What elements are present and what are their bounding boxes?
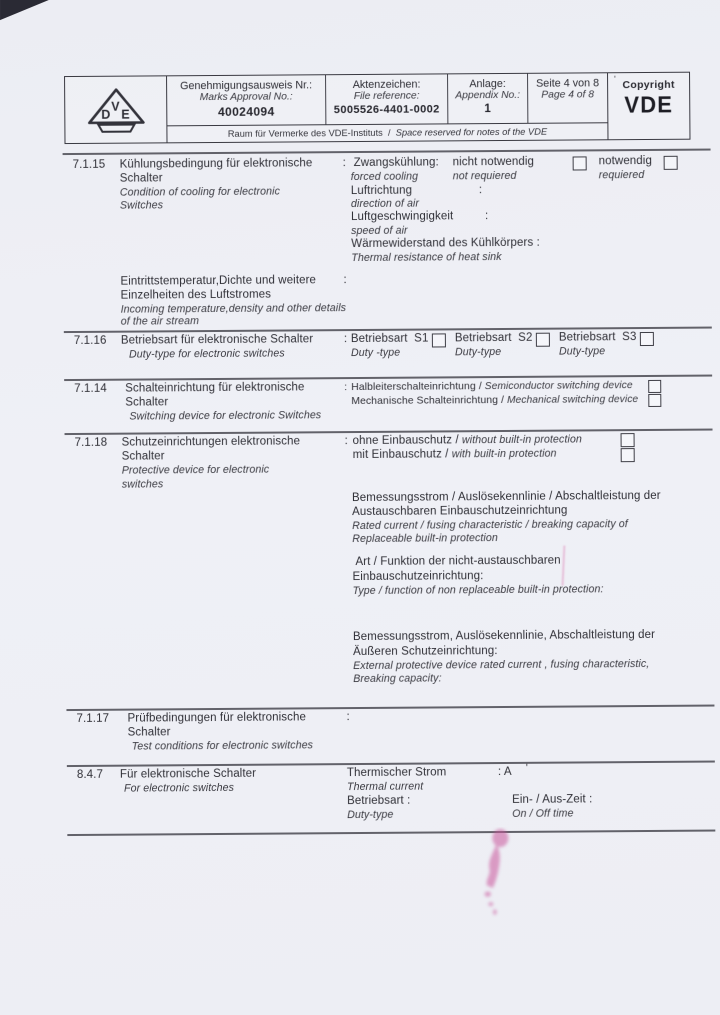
- logo-letter-d: D: [100, 107, 110, 122]
- inlet-temp-label-de: Einzelheiten des Luftstromes: [120, 288, 272, 302]
- ink-smudge: [472, 827, 543, 937]
- header-main-row: [167, 73, 607, 125]
- forced-cooling-label-de: Zwangskühlung:: [353, 156, 439, 170]
- section-title-de: Schalter: [125, 396, 169, 409]
- approval-label-en: Marks Approval No.:: [199, 91, 293, 104]
- without-protection-label-en: without built-in protection: [461, 433, 582, 447]
- appendix-label-de: Anlage:: [469, 77, 506, 91]
- separator-slash: /: [475, 381, 485, 393]
- section-title-de: Betriebsart für elektronische Schalter: [120, 333, 314, 347]
- header-table: [64, 72, 690, 144]
- section-number: 7.1.17: [76, 712, 110, 725]
- notes-separator: /: [382, 127, 396, 138]
- page-number-cell: [528, 73, 607, 123]
- section-title-de: Für elektronische Schalter: [119, 767, 257, 781]
- section-title-de: Schalter: [121, 450, 165, 463]
- on-off-time-label-de: Ein- / Aus-Zeit :: [512, 793, 593, 806]
- logo-letter-v: V: [110, 99, 120, 114]
- with-protection-label-de: mit Einbauschutz: [352, 448, 442, 462]
- inlet-temp-label-en: Incoming temperature,density and other details: [120, 302, 347, 316]
- vde-wordmark: VDE: [624, 91, 674, 118]
- header-middle: [167, 73, 608, 142]
- section-number: 7.1.14: [74, 382, 107, 395]
- duty-s2-checkbox[interactable]: [536, 333, 550, 347]
- copyright-label: Copyright: [622, 78, 675, 92]
- air-speed-label-en: speed of air: [351, 224, 408, 238]
- vde-logo-cell: [65, 76, 167, 143]
- rated-current-replaceable-en: Replaceable built-in protection: [352, 532, 498, 546]
- thermal-current-label-en: Thermal current: [346, 780, 424, 794]
- duty-s1-label-en: Duty -type: [350, 346, 401, 360]
- external-protection-de: Bemessungsstrom, Auslösekennlinie, Abschaltleistung der: [352, 628, 656, 644]
- duty-s2-label-en: Duty-type: [454, 346, 502, 359]
- section-divider: [63, 149, 711, 156]
- forced-cooling-label-en: forced cooling: [350, 170, 419, 184]
- notes-label-de: Raum für Vermerke des VDE-Instituts: [227, 127, 383, 139]
- approval-number-value: 40024094: [217, 104, 275, 119]
- on-off-time-label-en: On / Off time: [512, 807, 574, 820]
- duty-s3-checkbox[interactable]: [640, 332, 654, 346]
- field-colon: :: [344, 435, 348, 448]
- stray-mark: ': [614, 74, 616, 85]
- section-title-de: Prüfbedingungen für elektronische: [127, 711, 307, 725]
- file-reference-value: 5005526-4401-0002: [333, 103, 440, 117]
- field-colon: :: [343, 274, 347, 287]
- rated-current-replaceable-en: Rated current / fusing characteristic / breaking capacity of: [352, 518, 628, 533]
- stray-mark: ': [525, 762, 528, 774]
- duty-type-label-de: Betriebsart :: [347, 794, 411, 808]
- page-number-de: Seite 4 von 8: [536, 77, 600, 90]
- section-title-en: Test conditions for electronic switches: [131, 739, 314, 753]
- not-required-checkbox[interactable]: [573, 156, 587, 170]
- section-number: 7.1.18: [74, 436, 108, 449]
- field-colon: :: [484, 210, 489, 223]
- external-protection-de: Äußeren Schutzeinrichtung:: [353, 645, 498, 659]
- section-number: 7.1.16: [73, 334, 107, 347]
- section-number: 8.4.7: [76, 768, 104, 781]
- without-protection-checkbox[interactable]: [621, 433, 635, 447]
- rated-current-replaceable-de: Austauschbaren Einbauschutzeinrichtung: [352, 504, 568, 519]
- separator-slash: /: [498, 394, 508, 407]
- without-protection-row: [353, 433, 582, 447]
- section-divider: [67, 830, 715, 837]
- semiconductor-label-en: Semiconductor switching device: [484, 380, 633, 393]
- notes-reserved-row: [167, 122, 607, 142]
- thermal-resistance-label-en: Thermal resistance of heat sink: [351, 251, 502, 265]
- not-required-label-de: nicht notwendig: [452, 155, 535, 169]
- vde-triangle-logo-icon: [84, 85, 148, 133]
- section-title-en: Protective device for electronic: [121, 463, 270, 477]
- page-number-en: Page 4 of 8: [541, 89, 595, 101]
- logo-letter-e: E: [120, 107, 130, 122]
- required-checkbox[interactable]: [664, 156, 678, 170]
- section-title-en: Switching device for electronic Switches: [129, 409, 322, 423]
- external-protection-en: External protective device rated current , fusing characteristic,: [353, 657, 650, 673]
- separator-slash: /: [452, 434, 463, 447]
- mechanical-label-en: Mechanical switching device: [506, 394, 639, 406]
- duty-s1-checkbox[interactable]: [432, 333, 446, 347]
- non-replaceable-type-en: Type / function of non replaceable built-in protection:: [352, 583, 604, 598]
- non-replaceable-type-de: Einbauschutzeinrichtung:: [352, 570, 484, 584]
- air-speed-label-de: Luftgeschwingigkeit: [350, 210, 454, 224]
- ink-streak: [562, 546, 566, 586]
- semiconductor-checkbox[interactable]: [648, 380, 661, 393]
- semiconductor-label-de: Halbleiterschalteinrichtung: [351, 381, 476, 394]
- with-protection-label-en: with built-in protection: [451, 447, 557, 461]
- section-title-en: switches: [121, 478, 164, 491]
- thermal-current-label-de: Thermischer Strom: [346, 766, 447, 780]
- section-divider: [66, 705, 714, 712]
- field-colon: :: [478, 184, 483, 197]
- with-protection-row: [353, 448, 557, 461]
- field-colon: :: [346, 711, 350, 724]
- section-title-en: Condition of cooling for electronic: [119, 185, 281, 199]
- section-title-de: Schalter: [119, 172, 163, 185]
- section-title-en: Switches: [119, 199, 164, 212]
- without-protection-label-de: ohne Einbauschutz: [352, 434, 453, 448]
- not-required-label-en: not requiered: [452, 169, 517, 183]
- file-label-de: Aktenzeichen:: [352, 78, 421, 92]
- appendix-value: 1: [484, 103, 492, 116]
- notes-label-en: Space reserved for notes of the VDE: [395, 126, 548, 138]
- field-colon: :: [343, 333, 348, 346]
- duty-s3-label-en: Duty-type: [558, 345, 606, 358]
- rated-current-replaceable-de: Bemessungsstrom / Auslösekennlinie / Abschaltleistung der: [351, 489, 661, 505]
- file-reference-cell: [326, 74, 448, 124]
- required-label-de: notwendig: [598, 154, 653, 168]
- mechanical-checkbox[interactable]: [648, 394, 661, 407]
- appendix-cell: [448, 74, 528, 124]
- duty-s1-label-de: Betriebsart S1: [350, 332, 429, 346]
- field-colon: :: [344, 382, 348, 394]
- with-protection-checkbox[interactable]: [621, 448, 635, 462]
- separator-slash: /: [441, 448, 452, 461]
- inlet-temp-label-en: of the air stream: [120, 315, 200, 328]
- thermal-resistance-label-de: Wärmewiderstand des Kühlkörpers :: [351, 236, 540, 251]
- section-title-de: Schutzeinrichtungen elektronische: [121, 435, 301, 449]
- duty-s3-label-de: Betriebsart S3: [558, 331, 637, 344]
- duty-type-label-en: Duty-type: [347, 808, 394, 822]
- duty-s2-label-de: Betriebsart S2: [454, 331, 533, 345]
- non-replaceable-type-de: Art / Funktion der nicht-austauschbaren: [355, 554, 561, 569]
- copyright-cell: [608, 73, 689, 140]
- section-title-de: Kühlungsbedingung für elektronische: [119, 157, 313, 171]
- approval-number-cell: [167, 75, 326, 125]
- inlet-temp-label-de: Eintrittstemperatur,Dichte und weitere: [120, 274, 317, 288]
- section-title-en: For electronic switches: [123, 781, 235, 795]
- section-title-de: Schalter: [127, 726, 171, 739]
- air-direction-label-en: direction of air: [350, 197, 420, 211]
- field-colon: :: [342, 157, 346, 170]
- semiconductor-switch-row: [351, 380, 633, 393]
- approval-label-de: Genehmigungsausweis Nr.:: [180, 79, 313, 93]
- air-direction-label-de: Luftrichtung: [350, 184, 413, 198]
- required-label-en: requiered: [598, 169, 645, 182]
- section-title-en: Duty-type for electronic switches: [128, 347, 285, 361]
- file-label-en: File reference:: [353, 90, 420, 103]
- mechanical-switch-row: [351, 394, 638, 407]
- mechanical-label-de: Mechanische Schalteinrichtung: [351, 395, 499, 408]
- appendix-label-en: Appendix No.:: [455, 89, 521, 102]
- section-title-de: Schalteinrichtung für elektronische: [125, 381, 305, 395]
- section-number: 7.1.15: [72, 158, 106, 171]
- thermal-current-unit: : A: [497, 765, 512, 779]
- external-protection-en: Breaking capacity:: [353, 672, 442, 686]
